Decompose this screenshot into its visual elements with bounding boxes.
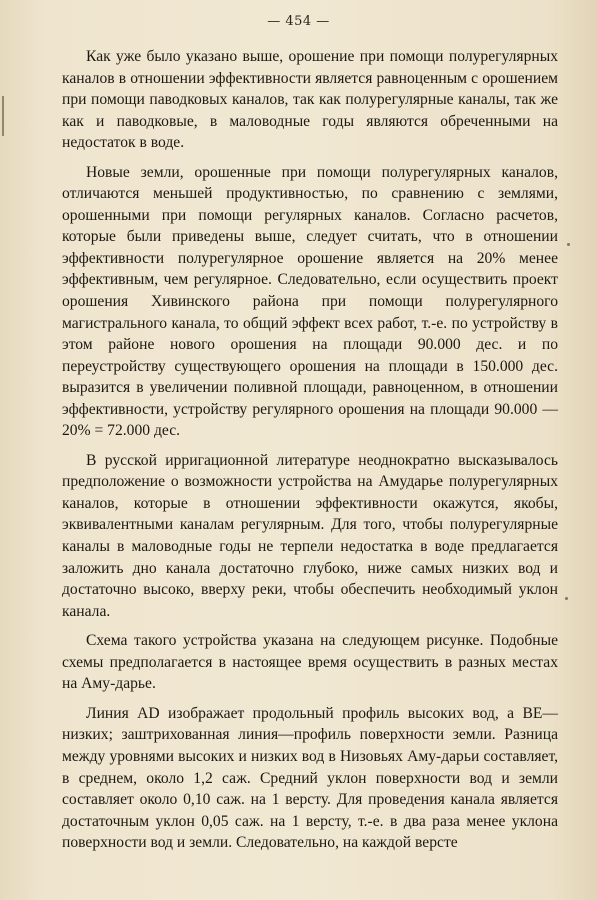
paragraph-2: Новые земли, орошенные при помощи полурегулярных каналов, отличаются меньшей продуктивностью, по сравнению с землями, орошенными при помощи регулярных каналов. Согласно расчетов, которые были приведены выше, следует считать, что в отношении эффективности полурегулярное орошение является на 20% менее эффективным, чем регулярное. Следовательно, если осуществить проект орошения Хивинского района при помощи полурегулярного магистрального канала, то общий эффект всех работ, т.-е. по устройству в этом районе нового орошения на площади 90.000 дес. и по переустройству существующего орошения на площади в 150.000 дес. выразится в увеличении поливной площади, равноценном, в отношении эффективности, устройству регулярного орошения на площади 90.000 — 20% = 72.000 дес. [62, 163, 558, 440]
margin-mark [2, 96, 4, 136]
paper-speck [565, 597, 568, 600]
paragraph-3: В русской ирригационной литературе неоднократно высказывалось предположение о возможности устройства на Амударье полурегулярных каналов, которые в отношении эффективности окажутся, якобы, эквивалентными каналам регулярным. Для того, чтобы полурегулярные каналы в маловодные годы не терпели недостатка в воде предлагается заложить дно канала достаточно глубоко, ниже самых низких вод и достаточно высоко, вверху реки, чтобы обеспечить необходимый уклон канала. [62, 451, 558, 620]
body-text [62, 46, 558, 854]
paragraph-1: Как уже было указано выше, орошение при помощи полурегулярных каналов в отношении эффективности является равноценным с орошением при помощи паводковых каналов, так как полурегулярные каналы, так же как и паводковые, в маловодные годы являются обреченными на недостаток в воде. [62, 48, 558, 152]
paper-speck [567, 243, 570, 246]
page-number: — 454 — [267, 14, 330, 29]
paragraph-5: Линия AD изображает продольный профиль высоких вод, а BE—низких; заштрихованная линия—профиль поверхности земли. Разница между уровнями высоких и низких вод в Низовьях Аму-дарьи составляет, в среднем, около 1,2 саж. Средний уклон поверхности вод и земли составляет около 0,10 саж. на 1 версту. Для проведения канала является достаточным уклон 0,05 саж. на 1 версту, т.-е. в два раза менее уклона поверхности вод и земли. Следовательно, на каждой версте [62, 704, 558, 852]
paragraph-4: Схема такого устройства указана на следующем рисунке. Подобные схемы предполагается в настоящее время осуществить в разных местах на Аму-дарье. [62, 632, 558, 693]
